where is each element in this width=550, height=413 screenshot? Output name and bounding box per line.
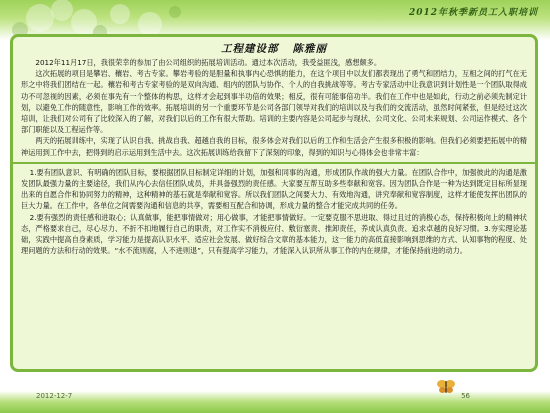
paragraph: 2012年11月17日，我很荣幸的参加了由公司组织的拓展培训活动。通过本次活动，我受益匪浅，感想颇多。 [35, 58, 382, 67]
paragraph: 两天的拓展训练中，实现了认识自我、挑战自我、超越自我的目标，很多体会对我们以后的工作和生活会产生很多积极的影响。但我们必须要把拓展中的精神运用到工作中去，把得到的启示运用到生活中去。这次拓展训练给我留下了深刻的印象，得到的知识与心得体会也非常丰富： [21, 136, 527, 157]
slide-date: 2012-12-7 [36, 392, 73, 400]
department-name: 工程建设部 [221, 43, 279, 55]
point-item: 1.要有团队意识、有明确的团队目标，要根据团队目标制定详细的计划，加强和同事的沟通，形成团队作战的强大力量。在团队合作中，加强彼此的沟通是激发团队最强力量的主要途径，我们从内心去信任团队成员，并具备强烈的责任感。大家要互帮互助多些奉献和宽容。因为团队合作是一种为达到既定目标所显现出来的自愿合作和协同努力的精神，这种精神的基石就是奉献和宽容。所以我们团队之间要大力、有效地沟通，讲究奉献和宽容制度，这样才能使发挥出团队的巨大力量。在工作中，各单位之间需要沟通和信息的共享，需要相互配合和协调，形成力量的整合才能完成共同的任务。 [21, 167, 527, 211]
content-panel [10, 34, 538, 372]
author-name: 陈雅丽 [292, 43, 327, 55]
key-points [13, 167, 535, 257]
point-item: 2.要有强烈的责任感和进取心；认真做事，能把事情做对；用心做事，才能把事情做好。一定要克服不思进取、得过且过的消极心态，保持积极向上的精神状态，严格要求自己，尽心尽力、不折不扣地履行自己的职责，对工作实不消极应付、敷衍塞责、推卸责任，养成认真负责、追求卓越的良好习惯。3.夯实理论基础，实践中提高自身素质，学习能力是提高认识水平、适应社会发展、做好综合文章的基本能力，这一能力的高低直接影响到思维的方式、认知事物的程度、处理问题的方法和行动的效果。“水不流则腐，人不进则退”，只有提高学习能力，才能深入认识所从事工作的内在规律，才能保持前进的动力。 [21, 212, 527, 256]
article-header [13, 37, 535, 57]
article-body [13, 57, 535, 158]
header-title: 2012年秋季新员工入职培训 [408, 8, 538, 18]
butterfly-icon [436, 378, 456, 396]
paragraph: 这次拓展的项目是攀岩、穰岩、考古专家。攀岩考验的是胆量和执事内心恐惧的能力，在这个项目中以友们都表现出了勇气和团结力，互相之间的打气在无形之中将我们团结在一起。穰岩和考古专家考验的是双向沟通、组内的团队与协作、个人的自我挑战等等。考古专家活动中让我意识到计划性是一个团队取得成功不可忽视的因素，必须在事先有一个整体的构思，这样才会起到事半功倍的效果；相反，很有可能事倍功半。我们在工作中也是如此，行动之前必须先制定计划，以避免工作的随意性，影响工作的效率。拓展培训的另一个重要环节是公司各部门领导对我们的培训以及与我们的交流活动，虽然时间紧张，但是经过这次培训，让我们对公司有了比较深入的了解，对我们以后的工作有很大帮助。培训的主要内容是公司起步与现状、公司文化、公司未来规划、公司运作模式、各个部门职能以及工程运作等。 [21, 69, 527, 135]
page-number: 56 [461, 392, 470, 400]
section-divider [13, 162, 535, 164]
